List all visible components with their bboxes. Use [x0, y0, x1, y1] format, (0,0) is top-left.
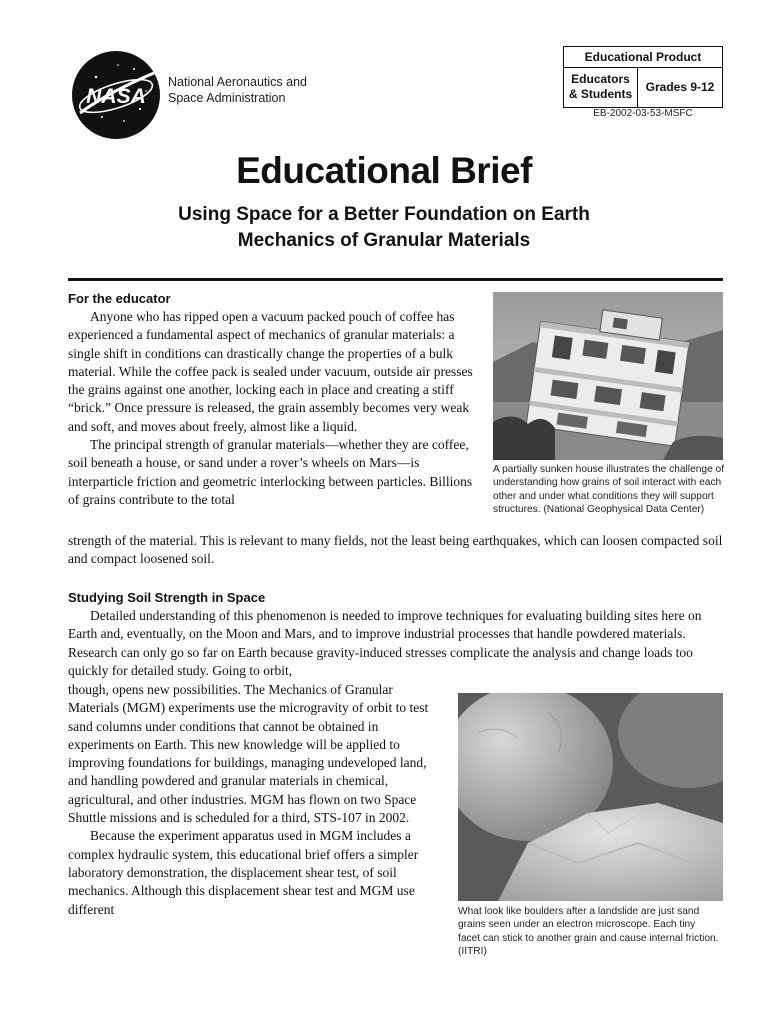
- section1-paragraph-1: Anyone who has ripped open a vacuum packed pouch of coffee has experienced a fundamental aspect of mechanics of granular materials: a single shift in conditions can drastically change the properties of a bulk material. While the coffee pack is sealed under vacuum, outside air presses the grains against one another, locking each in place and creating a stiff “brick.” Once pressure is released, the grain assembly becomes very weak and soft, and moves about freely, almost like a liquid.: [68, 309, 473, 434]
- audience-line-2: & Students: [568, 87, 633, 101]
- header-divider: [68, 278, 723, 281]
- page-subtitle: [0, 202, 768, 254]
- section2-full-width-text: [68, 607, 724, 680]
- nasa-logo: [68, 47, 164, 143]
- figure1-caption: A partially sunken house illustrates the challenge of understanding how grains of soil interact with each other and under what conditions they will support structures. (National Geophysical Data Center): [493, 464, 725, 516]
- figure2-caption: What look like boulders after a landslide are just sand grains seen under an electron microscope. Each tiny facet can stick to another grain and cause internal friction. (IITRI): [458, 906, 719, 958]
- page-title: Educational Brief: [236, 150, 532, 191]
- section1-paragraph-2: The principal strength of granular materials—whether they are coffee, soil beneath a house, or sand under a rover’s wheels on Mars—is interparticle friction and geometric interlocking between particles. Billions of grains contribute to the total: [68, 437, 473, 507]
- sunken-house-photo: [493, 292, 723, 460]
- grades-cell: Grades 9-12: [645, 80, 715, 94]
- section1-paragraph-2-continued: strength of the material. This is relevant to many fields, not the least being earthquakes, which can loosen compacted soil and compact loosened soil.: [68, 533, 723, 567]
- audience-cell: [564, 68, 638, 107]
- subtitle-line-2: Mechanics of Granular Materials: [237, 230, 531, 251]
- section1-column-text: [68, 308, 484, 509]
- agency-name: [168, 74, 307, 106]
- audience-line-1: Educators: [571, 72, 630, 86]
- product-box: [563, 46, 723, 108]
- section2-paragraph-2: Because the experiment apparatus used in MGM includes a complex hydraulic system, this educational brief offers a simpler laboratory demonstration, the displacement shear test, of soil mechanics. Although this displacement shear test and MGM use different: [68, 828, 419, 917]
- section2-column-text: [68, 681, 444, 919]
- product-box-title: Educational Product: [564, 47, 722, 68]
- document-id: EB-2002-03-53-MSFC: [593, 108, 693, 119]
- section2-paragraph-1-continued: though, opens new possibilities. The Mechanics of Granular Materials (MGM) experiments use the microgravity of orbit to test sand columns under conditions that cannot be obtained in experiments on Earth. This new knowledge will be applied to improving foundations for buildings, managing undeveloped land, and handling powdered and granular materials in chemical, agricultural, and other industries. MGM has flown on two Space Shuttle missions and is scheduled for a third, STS-107 in 2002.: [68, 682, 429, 826]
- agency-line-2: Space Administration: [168, 91, 286, 105]
- sand-grains-micrograph: [458, 693, 723, 901]
- subtitle-line-1: Using Space for a Better Foundation on Earth: [178, 204, 590, 225]
- section-heading-educator: For the educator: [68, 291, 171, 306]
- section2-paragraph-1: Detailed understanding of this phenomenon is needed to improve techniques for evaluating building sites here on Earth and, eventually, on the Moon and Mars, and to improve industrial processes that handle powdered materials. Research can only go so far on Earth because gravity-induced stresses complicate the analysis and change loads too quickly for detailed study. Going to orbit,: [68, 608, 702, 678]
- section-heading-soil-strength: Studying Soil Strength in Space: [68, 590, 266, 605]
- section1-full-width-text: [68, 532, 728, 569]
- agency-line-1: National Aeronautics and: [168, 75, 307, 89]
- logo-lettering: NASA: [86, 85, 146, 108]
